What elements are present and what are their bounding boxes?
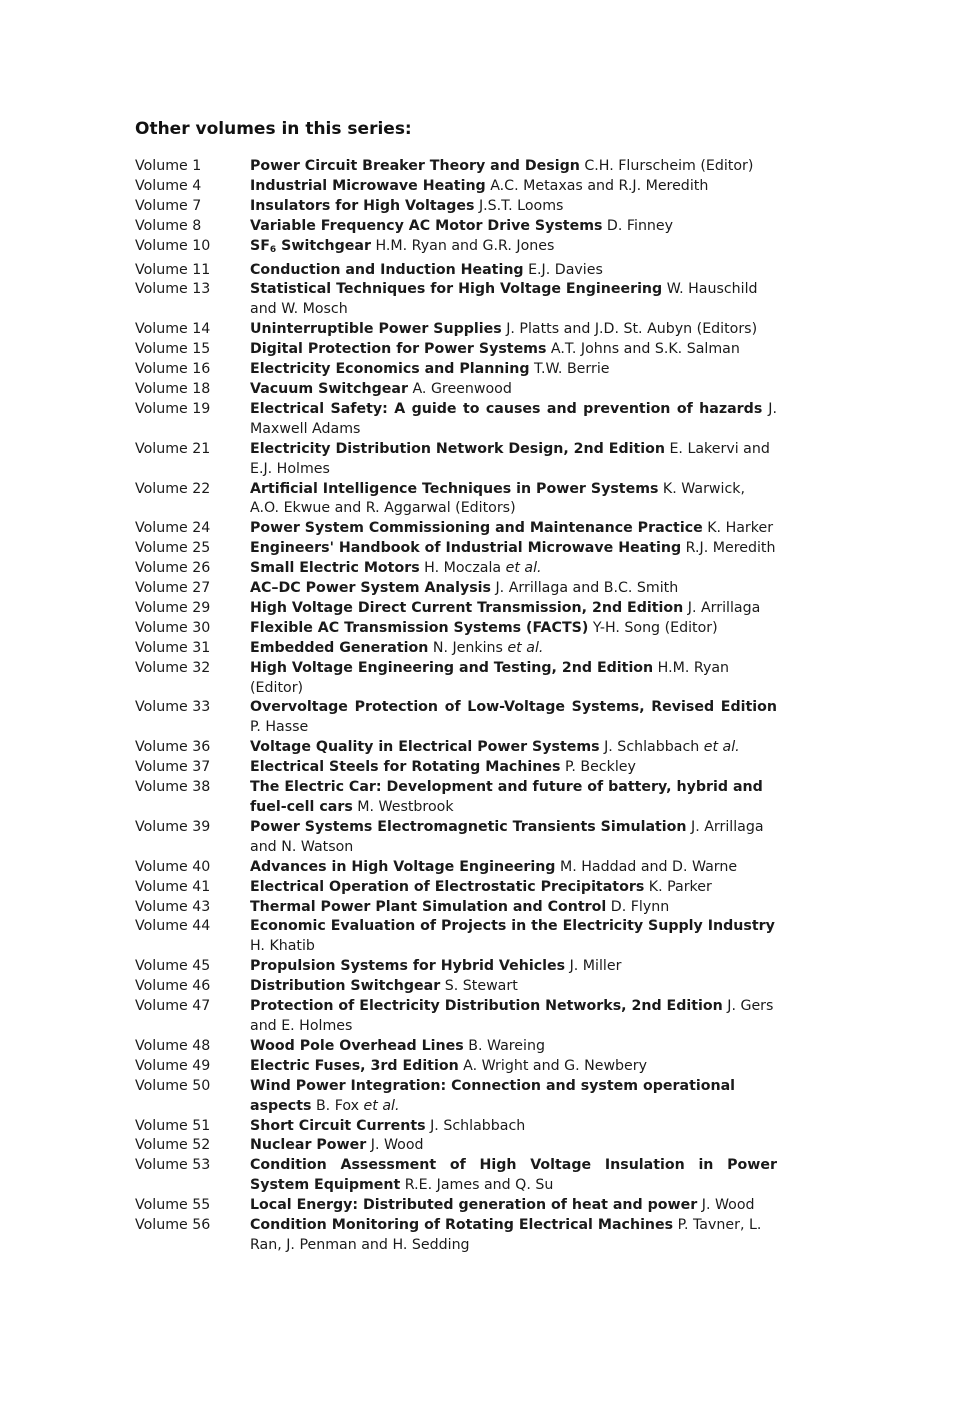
volume-number: Volume 4: [135, 177, 202, 194]
volume-author: J. Wood: [366, 1137, 424, 1154]
volume-number: Volume 19: [135, 400, 211, 417]
volume-author: K. Harker: [702, 520, 774, 537]
volume-number: Volume 36: [135, 739, 211, 756]
volume-author: J. Gers and E. Holmes: [250, 998, 774, 1034]
volume-number: Volume 39: [135, 818, 211, 835]
volume-title: Wood Pole Overhead Lines: [250, 1037, 464, 1054]
volume-description: [250, 1117, 777, 1137]
volume-number: Volume 50: [135, 1077, 211, 1094]
volume-author: J. Arrillaga and B.C. Smith: [490, 580, 679, 597]
volume-number: Volume 24: [135, 520, 211, 537]
volume-title: High Voltage Direct Current Transmission, 2nd Edition: [250, 599, 684, 616]
volume-list: [135, 157, 777, 1256]
volume-entry: [135, 698, 777, 738]
volume-number: Volume 32: [135, 659, 211, 676]
volume-entry: [135, 898, 777, 918]
volume-title: Condition Assessment of High Voltage Insulation in Power System Equipment: [250, 1157, 777, 1194]
volume-author: J. Maxwell Adams: [250, 400, 777, 437]
volume-author: H. Moczala: [419, 560, 506, 577]
volume-author: J. Wood: [697, 1197, 755, 1214]
volume-title: Electricity Economics and Planning: [250, 361, 530, 378]
volume-title: Engineers' Handbook of Industrial Microwave Heating: [250, 540, 682, 557]
volume-title: Advances in High Voltage Engineering: [250, 858, 556, 875]
volume-author: Y-H. Song (Editor): [588, 619, 718, 636]
volume-author: B. Wareing: [463, 1037, 545, 1054]
volume-number: Volume 10: [135, 237, 211, 254]
volume-number: Volume 11: [135, 261, 211, 278]
volume-entry: [135, 237, 777, 261]
volume-entry: [135, 818, 777, 858]
volume-description: [250, 320, 777, 340]
volume-author: R.E. James and Q. Su: [400, 1177, 554, 1194]
volume-title: Artificial Intelligence Techniques in Power Systems: [250, 480, 659, 497]
volume-title-subscript: 6: [269, 244, 277, 255]
volume-title: Uninterruptible Power Supplies: [250, 321, 502, 338]
volume-entry: [135, 579, 777, 599]
volume-entry: [135, 957, 777, 977]
volume-description: [250, 261, 777, 281]
volume-entry: [135, 977, 777, 997]
volume-entry: [135, 619, 777, 639]
volume-description: [250, 440, 777, 480]
volume-entry: [135, 197, 777, 217]
volume-author: A. Wright and G. Newbery: [458, 1057, 648, 1074]
volume-number: Volume 14: [135, 321, 211, 338]
volume-entry: [135, 659, 777, 699]
volume-title: Electrical Operation of Electrostatic Precipitators: [250, 878, 645, 895]
volume-title: Industrial Microwave Heating: [250, 177, 486, 194]
volume-description: [250, 360, 777, 380]
volume-author: A. Greenwood: [407, 380, 512, 397]
volume-number: Volume 41: [135, 878, 211, 895]
volume-author: B. Fox: [311, 1097, 364, 1114]
volume-number: Volume 15: [135, 341, 211, 358]
volume-author: R.J. Meredith: [681, 540, 776, 557]
volume-description: [250, 157, 777, 177]
volume-entry: [135, 778, 777, 818]
volume-author: S. Stewart: [440, 978, 518, 995]
volume-description: [250, 177, 777, 197]
volume-entry: [135, 261, 777, 281]
volume-entry: [135, 280, 777, 320]
volume-title: Digital Protection for Power Systems: [250, 341, 547, 358]
volume-number: Volume 26: [135, 560, 211, 577]
volume-description: [250, 599, 777, 619]
volume-title: Condition Monitoring of Rotating Electrical Machines: [250, 1217, 674, 1234]
volume-author: H. Khatib: [250, 938, 315, 955]
volume-number: Volume 7: [135, 197, 202, 214]
volume-number: Volume 33: [135, 699, 211, 716]
volume-entry: [135, 858, 777, 878]
volume-title: Embedded Generation: [250, 639, 429, 656]
volume-title: Small Electric Motors: [250, 560, 420, 577]
volume-description: [250, 639, 777, 659]
volume-author: E. Lakervi and E.J. Holmes: [250, 440, 770, 477]
volume-author: M. Westbrook: [352, 799, 454, 815]
volume-description: [250, 1037, 777, 1057]
volume-description: [250, 659, 777, 699]
volume-number: Volume 27: [135, 580, 211, 597]
volume-number: Volume 55: [135, 1197, 211, 1214]
volume-entry: [135, 1156, 777, 1196]
volume-entry: [135, 1037, 777, 1057]
volume-entry: [135, 997, 777, 1037]
volume-author: M. Haddad and D. Warne: [555, 858, 738, 875]
volume-number: Volume 45: [135, 958, 211, 975]
volume-author-et-al: et al.: [703, 739, 740, 756]
volume-entry: [135, 157, 777, 177]
volume-entry: [135, 217, 777, 237]
volume-number: Volume 40: [135, 858, 211, 875]
volume-description: [250, 738, 777, 758]
volume-author: J. Schlabbach: [425, 1117, 526, 1134]
volume-author: P. Hasse: [250, 719, 309, 736]
volume-description: [250, 519, 777, 539]
volume-entry: [135, 1196, 777, 1216]
volume-author-et-al: et al.: [507, 639, 544, 656]
volume-description: [250, 778, 777, 818]
volume-description: [250, 400, 777, 440]
volume-number: Volume 13: [135, 281, 211, 298]
volume-number: Volume 37: [135, 759, 211, 776]
volume-description: [250, 1077, 777, 1117]
volume-author: T.W. Berrie: [529, 361, 610, 378]
volume-author: D. Finney: [602, 217, 674, 234]
volume-entry: [135, 1136, 777, 1156]
volume-number: Volume 22: [135, 480, 211, 497]
volume-author: K. Warwick, A.O. Ekwue and R. Aggarwal (Editors): [250, 480, 745, 517]
volume-description: [250, 197, 777, 217]
volume-description: [250, 619, 777, 639]
volume-title: Power System Commissioning and Maintenance Practice: [250, 520, 703, 537]
volume-author: W. Hauschild and W. Mosch: [250, 281, 758, 318]
volume-entry: [135, 177, 777, 197]
volume-author-et-al: et al.: [363, 1097, 400, 1114]
volume-author: A.T. Johns and S.K. Salman: [546, 341, 740, 358]
volume-description: [250, 1057, 777, 1077]
volume-title: Electricity Distribution Network Design, 2nd Edition: [250, 440, 665, 457]
volume-title: SF: [250, 237, 270, 254]
volume-entry: [135, 1216, 777, 1256]
volume-entry: [135, 1057, 777, 1077]
volume-entry: [135, 440, 777, 480]
volume-description: [250, 878, 777, 898]
volume-title: Protection of Electricity Distribution Networks, 2nd Edition: [250, 998, 723, 1015]
volume-entry: [135, 559, 777, 579]
volume-title: Switchgear: [276, 237, 371, 254]
volume-description: [250, 217, 777, 237]
volume-title: Flexible AC Transmission Systems (FACTS): [250, 619, 589, 636]
volume-number: Volume 52: [135, 1137, 211, 1154]
volume-description: [250, 898, 777, 918]
volume-author: J. Platts and J.D. St. Aubyn (Editors): [501, 321, 758, 338]
volume-title: Electrical Safety: A guide to causes and prevention of hazards: [250, 400, 763, 417]
volume-author: H.M. Ryan (Editor): [250, 659, 730, 696]
volume-title: Voltage Quality in Electrical Power Systems: [250, 739, 600, 756]
volume-number: Volume 18: [135, 380, 211, 397]
volume-number: Volume 43: [135, 898, 211, 915]
page-heading: Other volumes in this series:: [135, 119, 412, 139]
volume-description: [250, 917, 777, 957]
volume-title: High Voltage Engineering and Testing, 2nd Edition: [250, 659, 654, 676]
volume-title: Distribution Switchgear: [250, 978, 441, 995]
volume-number: Volume 30: [135, 619, 211, 636]
volume-author: K. Parker: [644, 878, 712, 895]
volume-title: Nuclear Power: [250, 1137, 367, 1154]
volume-entry: [135, 320, 777, 340]
volume-number: Volume 38: [135, 779, 211, 796]
volume-description: [250, 1136, 777, 1156]
volume-entry: [135, 400, 777, 440]
volume-entry: [135, 380, 777, 400]
volume-author: J. Miller: [565, 958, 622, 975]
volume-author: A.C. Metaxas and R.J. Meredith: [485, 177, 709, 194]
volume-number: Volume 49: [135, 1057, 211, 1074]
volume-description: [250, 539, 777, 559]
volume-author-et-al: et al.: [505, 560, 542, 577]
volume-title: Variable Frequency AC Motor Drive Systems: [250, 217, 603, 234]
volume-number: Volume 16: [135, 361, 211, 378]
volume-entry: [135, 1117, 777, 1137]
volume-description: [250, 480, 777, 520]
volume-description: [250, 997, 777, 1037]
volume-number: Volume 51: [135, 1117, 211, 1134]
volume-description: [250, 579, 777, 599]
volume-description: [250, 1216, 777, 1256]
volume-number: Volume 48: [135, 1037, 211, 1054]
volume-description: [250, 1156, 777, 1196]
volume-title: Economic Evaluation of Projects in the Electricity Supply Industry: [250, 918, 775, 935]
volume-description: [250, 237, 777, 261]
volume-description: [250, 818, 777, 858]
volume-description: [250, 1196, 777, 1216]
volume-number: Volume 46: [135, 978, 211, 995]
volume-title: Overvoltage Protection of Low-Voltage Systems, Revised Edition: [250, 699, 777, 716]
volume-title: Insulators for High Voltages: [250, 197, 475, 214]
volume-description: [250, 698, 777, 738]
volume-entry: [135, 738, 777, 758]
volume-description: [250, 977, 777, 997]
volume-number: Volume 44: [135, 918, 211, 935]
volume-entry: [135, 539, 777, 559]
volume-entry: [135, 917, 777, 957]
volume-title: The Electric Car: Development and future of battery, hybrid and fuel-cell cars: [250, 779, 763, 815]
volume-number: Volume 29: [135, 599, 211, 616]
volume-author: E.J. Davies: [523, 261, 603, 278]
volume-title: Power Systems Electromagnetic Transients Simulation: [250, 818, 687, 835]
volume-description: [250, 858, 777, 878]
volume-title: Short Circuit Currents: [250, 1117, 426, 1134]
volume-description: [250, 380, 777, 400]
volume-title: AC–DC Power System Analysis: [250, 580, 491, 597]
volume-author: J. Arrillaga: [683, 599, 761, 616]
volume-description: [250, 559, 777, 579]
volume-number: Volume 47: [135, 998, 211, 1015]
volume-entry: [135, 519, 777, 539]
volume-title: Electrical Steels for Rotating Machines: [250, 759, 561, 776]
volume-description: [250, 957, 777, 977]
volume-entry: [135, 1077, 777, 1117]
volume-number: Volume 31: [135, 639, 211, 656]
volume-title: Vacuum Switchgear: [250, 380, 408, 397]
volume-number: Volume 8: [135, 217, 202, 234]
volume-description: [250, 340, 777, 360]
volume-entry: [135, 639, 777, 659]
volume-title: Wind Power Integration: Connection and system operational aspects: [250, 1077, 736, 1114]
volume-entry: [135, 480, 777, 520]
volume-author: J.S.T. Looms: [474, 197, 564, 214]
volume-number: Volume 53: [135, 1157, 211, 1174]
volume-author: P. Tavner, L. Ran, J. Penman and H. Sedding: [250, 1217, 762, 1253]
volume-author: N. Jenkins: [428, 639, 508, 656]
volume-title: Power Circuit Breaker Theory and Design: [250, 158, 580, 174]
volume-number: Volume 56: [135, 1217, 211, 1234]
volume-author: J. Schlabbach: [599, 739, 704, 756]
volume-entry: [135, 878, 777, 898]
series-page: [135, 118, 777, 1256]
volume-author: D. Flynn: [606, 898, 670, 915]
volume-author: H.M. Ryan and G.R. Jones: [370, 237, 555, 254]
volume-entry: [135, 599, 777, 619]
volume-title: Propulsion Systems for Hybrid Vehicles: [250, 958, 566, 975]
volume-title: Electric Fuses, 3rd Edition: [250, 1057, 459, 1074]
volume-title: Local Energy: Distributed generation of heat and power: [250, 1197, 698, 1214]
volume-entry: [135, 758, 777, 778]
volume-author: J. Arrillaga and N. Watson: [250, 818, 764, 855]
volume-number: Volume 25: [135, 540, 211, 557]
volume-title: Conduction and Induction Heating: [250, 261, 524, 278]
volume-description: [250, 280, 777, 320]
volume-title: Thermal Power Plant Simulation and Control: [250, 898, 607, 915]
volume-entry: [135, 360, 777, 380]
volume-author: P. Beckley: [560, 759, 636, 776]
volume-title: Statistical Techniques for High Voltage Engineering: [250, 281, 663, 298]
volume-number: Volume 21: [135, 440, 211, 457]
volume-number: Volume 1: [135, 158, 202, 174]
volume-author: C.H. Flurscheim (Editor): [579, 158, 754, 174]
volume-entry: [135, 340, 777, 360]
volume-description: [250, 758, 777, 778]
